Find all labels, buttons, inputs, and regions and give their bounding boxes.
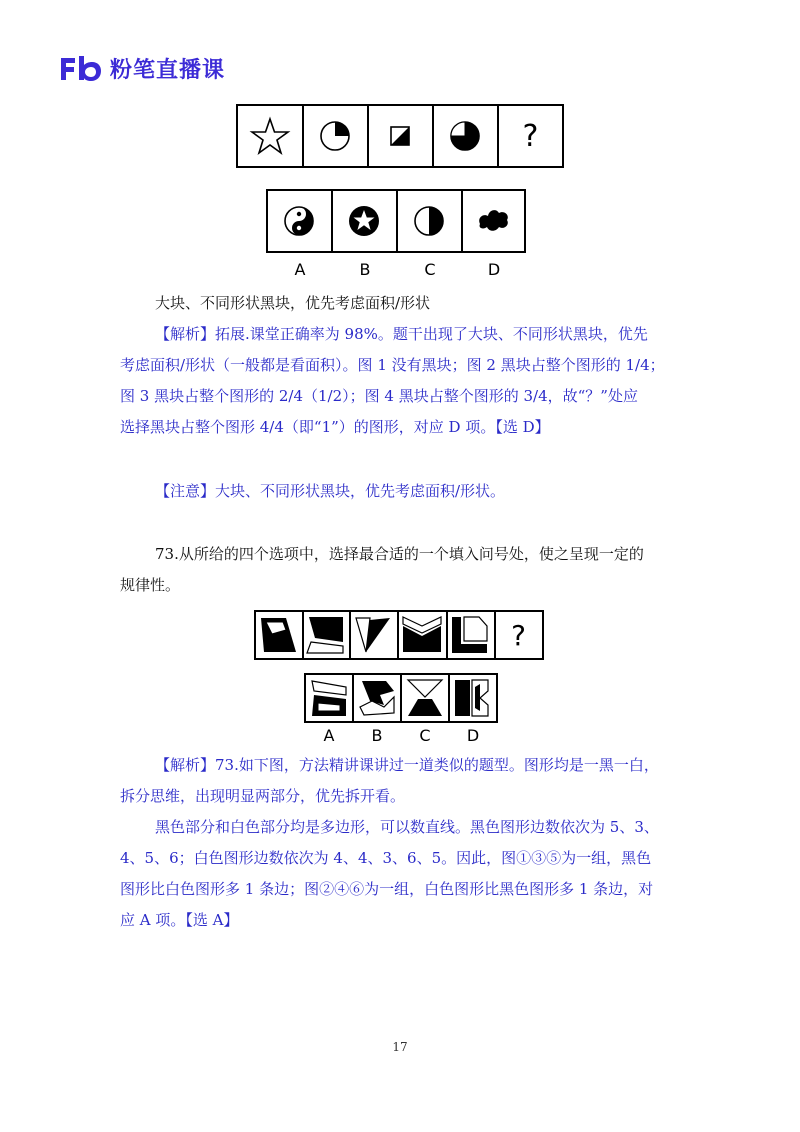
q72-figure-2	[302, 104, 369, 168]
q72-option-d	[461, 189, 526, 253]
q72-option-label-d: D	[487, 260, 501, 279]
q73-option-dividers	[304, 673, 498, 723]
q73-option-label-d: D	[466, 726, 480, 745]
q73-analysis-line-2: 拆分思维，出现明显两部分，优先拆开看。	[120, 787, 406, 805]
q72-option-label-a: A	[294, 260, 306, 279]
page-number: 17	[392, 1040, 408, 1054]
q73-dividers	[254, 610, 544, 660]
q73-analysis2-line-3: 图形比白色图形多 1 条边；图②④⑥为一组，白色图形比黑色图形多 1 条边，对	[120, 880, 654, 898]
q73-question-line-2: 规律性。	[120, 576, 181, 594]
q73-option-label-a: A	[323, 726, 335, 745]
star-icon	[238, 106, 302, 166]
q73-analysis-line-1: 【解析】73.如下图，方法精讲课讲过一道类似的题型。图形均是一黑一白，	[155, 756, 659, 774]
yin-yang-icon	[268, 191, 331, 251]
question-mark: ?	[522, 118, 539, 154]
q72-figure-1	[236, 104, 304, 168]
q73-analysis2-line-4: 应 A 项。【选 A】	[120, 911, 239, 929]
brand-logo	[58, 52, 225, 84]
q73-analysis2-cont	[120, 843, 653, 936]
question-mark: ?	[511, 618, 526, 652]
q73-option-label-b: B	[371, 726, 383, 745]
q72-figure-question	[497, 104, 564, 168]
q72-option-figures	[266, 189, 526, 253]
q72-analysis-line-4: 选择黑块占整个图形 4/4（即“1”）的图形，对应 D 项。【选 D】	[120, 418, 550, 436]
q73-option-figures	[304, 673, 498, 723]
half-black-circle-icon	[398, 191, 461, 251]
q72-analysis-line-3: 图 3 黑块占整个图形的 2/4（1/2）；图 4 黑块占整个图形的 3/4，故“？”处应	[120, 387, 638, 405]
q72-figure-4	[432, 104, 499, 168]
q73-analysis2-line-1: 黑色部分和白色部分均是多边形，可以数直线。黑色图形边数依次为 5、3、	[155, 818, 659, 836]
q72-option-a	[266, 189, 333, 253]
q72-option-c	[396, 189, 463, 253]
q72-question-figures	[236, 104, 564, 168]
q73-question-line-1: 73.从所给的四个选项中，选择最合适的一个填入问号处，使之呈现一定的	[155, 545, 644, 563]
q73-analysis2-line-2: 4、5、6；白色图形边数依次为 4、4、3、6、5。因此，图①③⑤为一组，黑色	[120, 849, 652, 867]
q72-analysis-line-1: 【解析】拓展.课堂正确率为 98%。题干出现了大块、不同形状黑块，优先	[155, 325, 648, 343]
star-in-black-circle-icon	[333, 191, 396, 251]
q72-option-b	[331, 189, 398, 253]
q73-question-figures	[254, 610, 544, 660]
logo-text: 粉笔直播课	[110, 57, 226, 83]
quarter-black-circle-icon	[304, 106, 367, 166]
q72-analysis	[155, 319, 648, 350]
q72-analysis-line-2: 考虑面积/形状（一般都是看面积）。图 1 没有黑块；图 2 黑块占整个图形的 1/4；	[120, 356, 665, 374]
q72-option-label-b: B	[359, 260, 371, 279]
q73-option-label-c: C	[419, 726, 431, 745]
q72-analysis-cont	[120, 350, 665, 443]
half-black-square-icon	[369, 106, 432, 166]
q72-note: 【注意】大块、不同形状黑块，优先考虑面积/形状。	[155, 482, 506, 500]
black-blob-icon	[463, 191, 524, 251]
q72-hint: 大块、不同形状黑块，优先考虑面积/形状	[155, 294, 431, 312]
three-quarter-black-circle-icon	[434, 106, 497, 166]
q72-option-label-c: C	[424, 260, 436, 279]
q72-figure-3	[367, 104, 434, 168]
fenbi-logo-icon	[58, 54, 106, 82]
